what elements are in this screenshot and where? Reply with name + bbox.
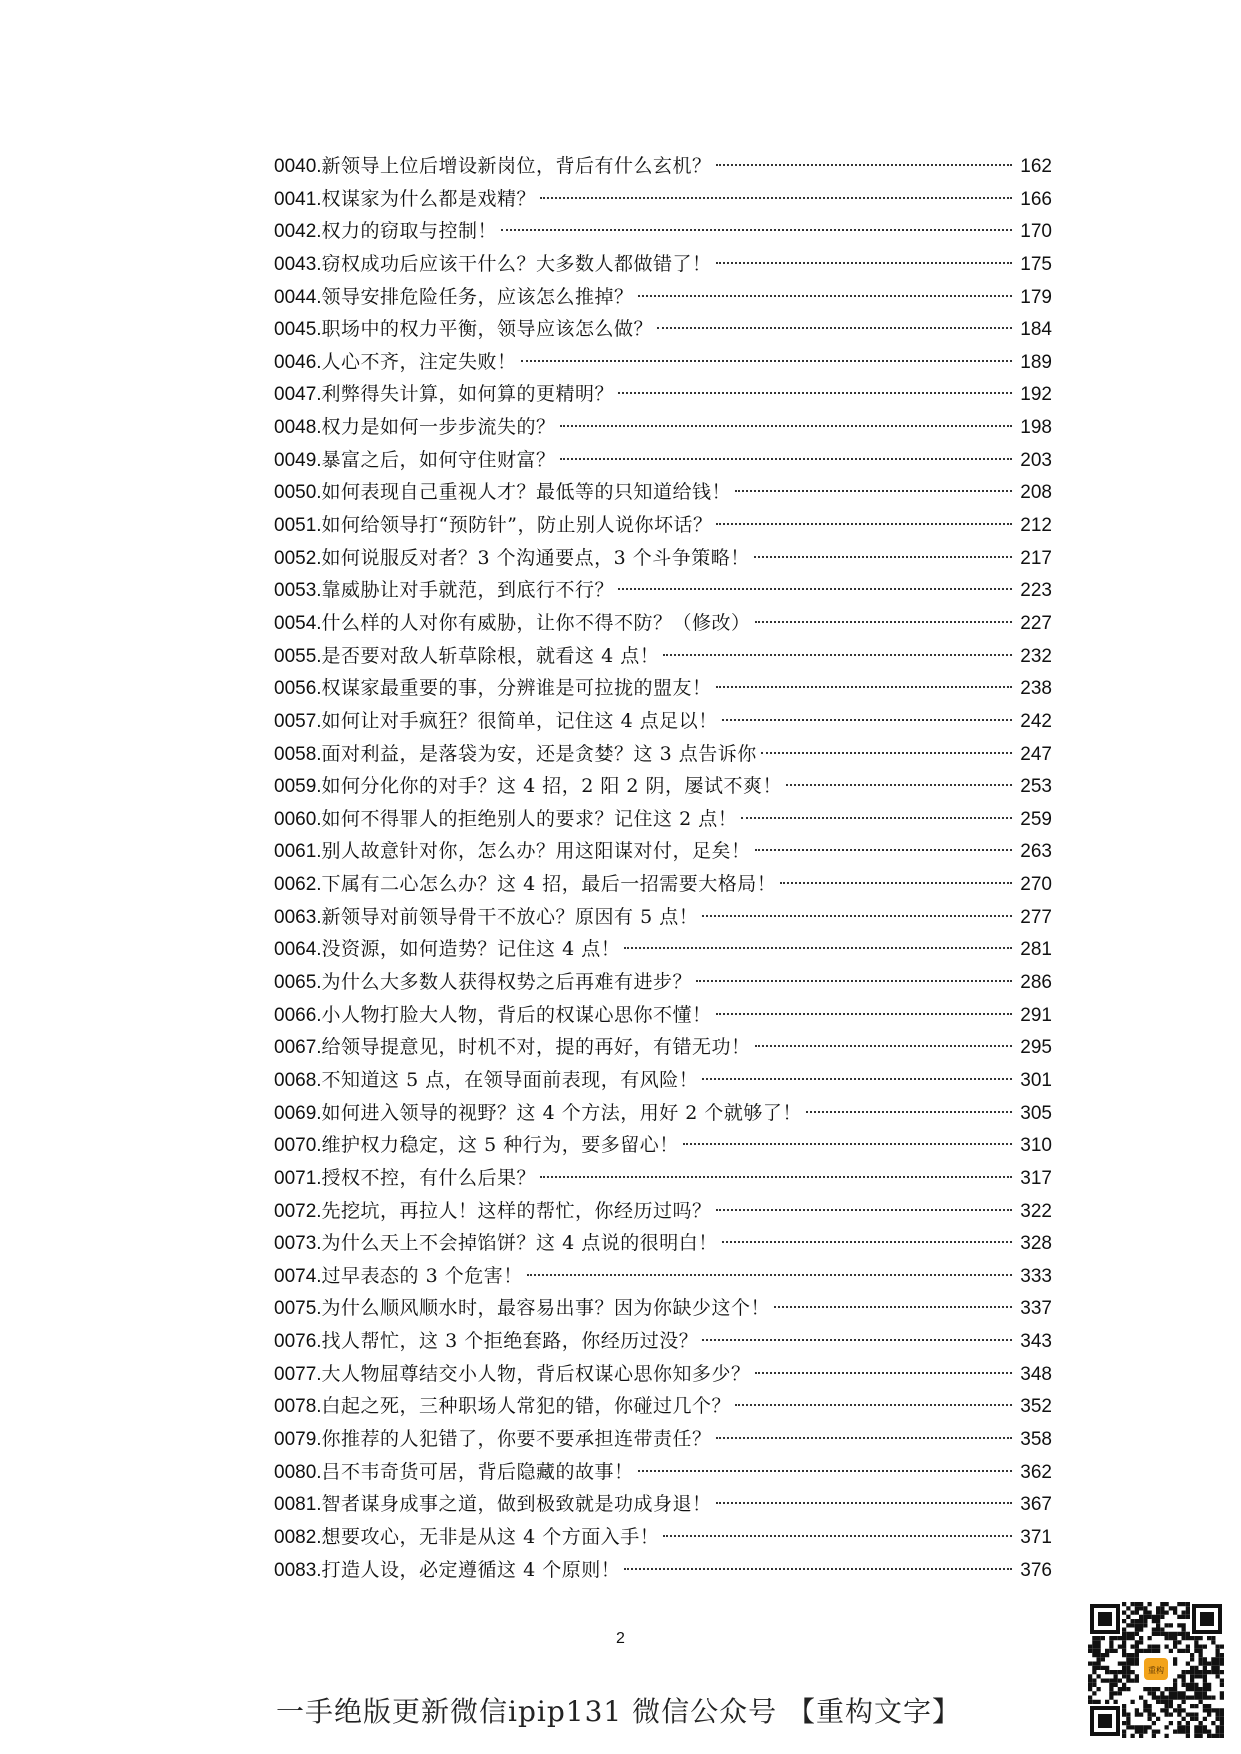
toc-leader-dots xyxy=(716,1502,1012,1504)
toc-entry-number: 0048. xyxy=(274,417,322,439)
toc-entry[interactable] xyxy=(274,1292,1052,1325)
toc-leader-dots xyxy=(741,817,1012,819)
toc-entry-page: 358 xyxy=(1020,1428,1052,1450)
toc-entry-title: 面对利益，是落袋为安，还是贪婪？这 3 点告诉你 xyxy=(321,742,757,765)
toc-entry-title: 大人物屈尊结交小人物，背后权谋心思你知多少？ xyxy=(321,1362,751,1385)
toc-entry[interactable] xyxy=(274,1456,1052,1489)
toc-leader-dots xyxy=(540,1176,1012,1178)
toc-entry-title: 给领导提意见，时机不对，提的再好，有错无功！ xyxy=(321,1036,751,1059)
toc-entry[interactable] xyxy=(274,444,1052,477)
toc-entry-number: 0047. xyxy=(274,384,322,406)
toc-entry-page: 277 xyxy=(1020,906,1052,928)
toc-entry-page: 291 xyxy=(1020,1004,1052,1026)
toc-entry-number: 0040. xyxy=(274,156,322,177)
toc-entry-title: 如何给领导打“预防针”，防止别人说你坏话？ xyxy=(321,514,713,537)
toc-entry-title: 如何说服反对者？3 个沟通要点，3 个斗争策略！ xyxy=(321,546,750,569)
toc-leader-dots xyxy=(618,392,1012,394)
toc-leader-dots xyxy=(735,1404,1012,1406)
toc-entry-title: 别人故意针对你，怎么办？用这阳谋对付，足矣！ xyxy=(321,840,751,863)
toc-entry-page: 166 xyxy=(1020,188,1052,210)
toc-entry-page: 310 xyxy=(1020,1135,1052,1157)
page-number: 2 xyxy=(616,1630,625,1647)
toc-leader-dots xyxy=(754,556,1012,558)
toc-leader-dots xyxy=(527,1274,1012,1276)
toc-entry[interactable] xyxy=(274,835,1052,868)
toc-leader-dots xyxy=(521,360,1012,362)
toc-entry-number: 0078. xyxy=(274,1396,322,1418)
toc-entry-number: 0079. xyxy=(274,1428,322,1450)
toc-leader-dots xyxy=(624,1568,1012,1570)
toc-leader-dots xyxy=(806,1111,1012,1113)
toc-entry-page: 295 xyxy=(1020,1037,1052,1059)
toc-entry-page: 259 xyxy=(1020,808,1052,830)
toc-leader-dots xyxy=(560,458,1012,460)
toc-entry-title: 找人帮忙，这 3 个拒绝套路，你经历过没？ xyxy=(321,1330,699,1353)
toc-entry-title: 为什么天上不会掉馅饼？这 4 点说的很明白！ xyxy=(321,1232,718,1255)
toc-entry[interactable] xyxy=(274,803,1052,836)
toc-entry-title: 你推荐的人犯错了，你要不要承担连带责任？ xyxy=(321,1427,712,1450)
toc-entry-title: 想要攻心，无非是从这 4 个方面入手！ xyxy=(321,1525,660,1548)
toc-entry-page: 238 xyxy=(1020,678,1052,700)
toc-leader-dots xyxy=(716,164,1012,166)
toc-entry[interactable] xyxy=(274,738,1052,771)
toc-entry-number: 0082. xyxy=(274,1526,322,1548)
toc-entry-number: 0054. xyxy=(274,612,322,634)
toc-entry-title: 人心不齐，注定失败！ xyxy=(321,350,517,373)
toc-entry[interactable] xyxy=(274,1162,1052,1195)
toc-entry-page: 223 xyxy=(1020,580,1052,602)
toc-entry-page: 281 xyxy=(1020,939,1052,961)
toc-entry[interactable] xyxy=(274,313,1052,346)
toc-entry-number: 0080. xyxy=(274,1461,322,1483)
toc-entry-title: 是否要对敌人斩草除根，就看这 4 点！ xyxy=(321,644,660,667)
toc-entry-page: 175 xyxy=(1020,253,1052,275)
toc-entry-number: 0063. xyxy=(274,906,322,928)
toc-entry[interactable] xyxy=(274,1325,1052,1358)
toc-entry-number: 0061. xyxy=(274,841,322,863)
toc-leader-dots xyxy=(501,229,1012,231)
toc-entry-number: 0043. xyxy=(274,253,322,275)
toc-entry-page: 198 xyxy=(1020,417,1052,439)
toc-entry[interactable] xyxy=(274,1390,1052,1423)
qr-badge-text: 重构 xyxy=(1148,1666,1164,1675)
toc-entry-title: 暴富之后，如何守住财富？ xyxy=(321,448,556,471)
toc-entry-page: 328 xyxy=(1020,1233,1052,1255)
toc-entry-title: 利弊得失计算，如何算的更精明？ xyxy=(321,383,615,406)
toc-leader-dots xyxy=(702,915,1012,917)
toc-entry-title: 智者谋身成事之道，做到极致就是功成身退！ xyxy=(321,1493,712,1516)
toc-entry-title: 吕不韦奇货可居，背后隐藏的故事！ xyxy=(321,1460,634,1483)
toc-entry-number: 0074. xyxy=(274,1265,322,1287)
toc-leader-dots xyxy=(716,1437,1012,1439)
toc-entry-title: 权谋家为什么都是戏精？ xyxy=(321,187,537,210)
toc-entry-page: 348 xyxy=(1020,1363,1052,1385)
toc-entry[interactable] xyxy=(274,281,1052,314)
toc-entry-number: 0053. xyxy=(274,580,322,602)
toc-entry[interactable] xyxy=(274,1064,1052,1097)
toc-entry[interactable] xyxy=(274,933,1052,966)
toc-entry-number: 0076. xyxy=(274,1331,322,1353)
toc-entry-title: 如何进入领导的视野？这 4 个方法，用好 2 个就够了！ xyxy=(321,1101,802,1124)
toc-entry-number: 0057. xyxy=(274,710,322,732)
toc-leader-dots xyxy=(716,262,1012,264)
toc-leader-dots xyxy=(716,523,1012,525)
toc-entry-page: 162 xyxy=(1020,156,1052,177)
toc-leader-dots xyxy=(774,1306,1012,1308)
toc-leader-dots xyxy=(663,1535,1012,1537)
toc-entry-number: 0065. xyxy=(274,972,322,994)
toc-entry[interactable] xyxy=(274,476,1052,509)
toc-entry[interactable] xyxy=(274,1195,1052,1228)
toc-entry-page: 189 xyxy=(1020,351,1052,373)
toc-entry-title: 权力的窃取与控制！ xyxy=(321,220,498,243)
toc-entry-number: 0081. xyxy=(274,1494,322,1516)
footer-watermark-text: 一手绝版更新微信ipip131 微信公众号 【重构文字】 xyxy=(276,1695,962,1728)
toc-entry-page: 352 xyxy=(1020,1396,1052,1418)
toc-entry-number: 0077. xyxy=(274,1363,322,1385)
toc-entry-title: 权力是如何一步步流失的？ xyxy=(321,416,556,439)
toc-leader-dots xyxy=(716,686,1012,688)
toc-leader-dots xyxy=(702,1078,1012,1080)
toc-leader-dots xyxy=(638,295,1012,297)
toc-leader-dots xyxy=(540,197,1012,199)
toc-entry-number: 0072. xyxy=(274,1200,322,1222)
toc-entry-page: 362 xyxy=(1020,1461,1052,1483)
toc-entry-page: 242 xyxy=(1020,710,1052,732)
toc-entry-title: 什么样的人对你有威胁，让你不得不防？（修改） xyxy=(321,611,751,634)
toc-leader-dots xyxy=(780,882,1012,884)
toc-entry[interactable] xyxy=(274,1031,1052,1064)
toc-entry-title: 职场中的权力平衡，领导应该怎么做？ xyxy=(321,318,654,341)
toc-entry-page: 343 xyxy=(1020,1331,1052,1353)
toc-entry[interactable] xyxy=(274,509,1052,542)
toc-leader-dots xyxy=(638,1470,1012,1472)
toc-entry-number: 0062. xyxy=(274,874,322,896)
toc-entry-number: 0060. xyxy=(274,808,322,830)
toc-entry-number: 0041. xyxy=(274,188,322,210)
toc-entry-number: 0044. xyxy=(274,286,322,308)
toc-entry-number: 0058. xyxy=(274,743,322,765)
toc-entry-page: 217 xyxy=(1020,547,1052,569)
toc-entry-title: 维护权力稳定，这 5 种行为，要多留心！ xyxy=(321,1134,679,1157)
toc-leader-dots xyxy=(722,1241,1012,1243)
toc-entry-number: 0042. xyxy=(274,221,322,243)
toc-entry-page: 212 xyxy=(1020,515,1052,537)
toc-entry-title: 过早表态的 3 个危害！ xyxy=(321,1264,523,1287)
toc-entry-number: 0083. xyxy=(274,1559,322,1581)
toc-entry-number: 0066. xyxy=(274,1004,322,1026)
toc-entry-page: 192 xyxy=(1020,384,1052,406)
toc-entry-title: 下属有二心怎么办？这 4 招，最后一招需要大格局！ xyxy=(321,873,777,896)
toc-entry-number: 0075. xyxy=(274,1298,322,1320)
toc-leader-dots xyxy=(722,719,1012,721)
toc-entry-title: 不知道这 5 点，在领导面前表现，有风险！ xyxy=(321,1068,699,1091)
toc-entry-title: 窃权成功后应该干什么？大多数人都做错了！ xyxy=(321,252,712,275)
toc-entry-title: 如何让对手疯狂？很简单，记住这 4 点足以！ xyxy=(321,709,718,732)
toc-entry-number: 0046. xyxy=(274,351,322,373)
toc-entry-page: 184 xyxy=(1020,319,1052,341)
toc-entry-page: 337 xyxy=(1020,1298,1052,1320)
toc-entry-page: 227 xyxy=(1020,612,1052,634)
toc-entry[interactable] xyxy=(274,705,1052,738)
toc-entry-number: 0071. xyxy=(274,1167,322,1189)
toc-entry[interactable] xyxy=(274,901,1052,934)
toc-entry-number: 0056. xyxy=(274,678,322,700)
toc-entry[interactable] xyxy=(274,574,1052,607)
toc-entry-number: 0051. xyxy=(274,515,322,537)
toc-entry[interactable] xyxy=(274,999,1052,1032)
toc-entry-page: 301 xyxy=(1020,1069,1052,1091)
toc-leader-dots xyxy=(657,327,1012,329)
toc-entry-page: 317 xyxy=(1020,1167,1052,1189)
toc-entry-number: 0067. xyxy=(274,1037,322,1059)
toc-entry-title: 打造人设，必定遵循这 4 个原则！ xyxy=(321,1558,621,1581)
toc-entry[interactable] xyxy=(274,1521,1052,1554)
toc-entry-number: 0052. xyxy=(274,547,322,569)
toc-entry-page: 203 xyxy=(1020,449,1052,471)
toc-entry-number: 0045. xyxy=(274,319,322,341)
toc-entry-page: 371 xyxy=(1020,1526,1052,1548)
toc-entry[interactable] xyxy=(274,1260,1052,1293)
toc-entry-page: 247 xyxy=(1020,743,1052,765)
toc-entry-page: 286 xyxy=(1020,972,1052,994)
toc-entry[interactable] xyxy=(274,378,1052,411)
qr-logo-badge xyxy=(1142,1656,1170,1682)
toc-leader-dots xyxy=(696,980,1012,982)
toc-entry-title: 如何不得罪人的拒绝别人的要求？记住这 2 点！ xyxy=(321,807,738,830)
toc-entry-page: 232 xyxy=(1020,645,1052,667)
toc-entry-title: 小人物打脸大人物，背后的权谋心思你不懂！ xyxy=(321,1003,712,1026)
toc-entry-number: 0068. xyxy=(274,1069,322,1091)
toc-entry[interactable] xyxy=(274,1423,1052,1456)
toc-entry[interactable] xyxy=(274,640,1052,673)
toc-entry-title: 没资源，如何造势？记住这 4 点！ xyxy=(321,938,621,961)
toc-entry-page: 179 xyxy=(1020,286,1052,308)
toc-leader-dots xyxy=(716,1209,1012,1211)
toc-entry[interactable] xyxy=(274,150,1052,183)
toc-entry-page: 305 xyxy=(1020,1102,1052,1124)
toc-entry-title: 为什么顺风顺水时，最容易出事？因为你缺少这个！ xyxy=(321,1297,771,1320)
toc-entry-number: 0073. xyxy=(274,1233,322,1255)
toc-entry-title: 如何分化你的对手？这 4 招，2 阳 2 阴，屡试不爽！ xyxy=(321,775,783,798)
toc-entry-title: 白起之死，三种职场人常犯的错，你碰过几个？ xyxy=(321,1395,732,1418)
toc-leader-dots xyxy=(624,947,1012,949)
toc-entry[interactable] xyxy=(274,1097,1052,1130)
toc-entry-page: 322 xyxy=(1020,1200,1052,1222)
toc-entry-title: 新领导上位后增设新岗位，背后有什么玄机？ xyxy=(321,155,712,177)
toc-leader-dots xyxy=(755,1372,1012,1374)
toc-entry-number: 0049. xyxy=(274,449,322,471)
toc-entry[interactable] xyxy=(274,183,1052,216)
toc-leader-dots xyxy=(735,490,1012,492)
toc-entry-title: 先挖坑，再拉人！这样的帮忙，你经历过吗？ xyxy=(321,1199,712,1222)
toc-entry-title: 领导安排危险任务，应该怎么推掉？ xyxy=(321,285,634,308)
toc-entry[interactable] xyxy=(274,770,1052,803)
toc-entry[interactable] xyxy=(274,868,1052,901)
toc-entry-number: 0055. xyxy=(274,645,322,667)
toc-leader-dots xyxy=(755,849,1012,851)
toc-entry[interactable] xyxy=(274,542,1052,575)
table-of-contents xyxy=(274,150,1052,1586)
toc-entry[interactable] xyxy=(274,1227,1052,1260)
toc-entry[interactable] xyxy=(274,1129,1052,1162)
toc-leader-dots xyxy=(618,588,1012,590)
toc-leader-dots xyxy=(683,1143,1012,1145)
toc-entry-number: 0050. xyxy=(274,482,322,504)
toc-entry-page: 170 xyxy=(1020,221,1052,243)
toc-leader-dots xyxy=(755,1045,1012,1047)
toc-entry-title: 如何表现自己重视人才？最低等的只知道给钱！ xyxy=(321,481,732,504)
toc-entry[interactable] xyxy=(274,966,1052,999)
toc-entry-page: 376 xyxy=(1020,1559,1052,1581)
toc-entry-number: 0070. xyxy=(274,1135,322,1157)
toc-entry-title: 新领导对前领导骨干不放心？原因有 5 点！ xyxy=(321,905,699,928)
toc-entry[interactable] xyxy=(274,248,1052,281)
toc-leader-dots xyxy=(716,1013,1012,1015)
toc-entry-number: 0069. xyxy=(274,1102,322,1124)
toc-entry[interactable] xyxy=(274,1488,1052,1521)
toc-entry-page: 367 xyxy=(1020,1494,1052,1516)
toc-entry[interactable] xyxy=(274,1358,1052,1391)
toc-entry[interactable] xyxy=(274,607,1052,640)
toc-leader-dots xyxy=(786,784,1012,786)
toc-entry-title: 靠威胁让对手就范，到底行不行？ xyxy=(321,579,615,602)
toc-entry-page: 208 xyxy=(1020,482,1052,504)
toc-entry-title: 为什么大多数人获得权势之后再难有进步？ xyxy=(321,971,693,994)
toc-leader-dots xyxy=(663,654,1012,656)
toc-entry-title: 权谋家最重要的事，分辨谁是可拉拢的盟友！ xyxy=(321,677,712,700)
toc-entry-number: 0059. xyxy=(274,776,322,798)
toc-entry[interactable] xyxy=(274,215,1052,248)
toc-leader-dots xyxy=(702,1339,1012,1341)
toc-entry-title: 授权不控，有什么后果？ xyxy=(321,1166,537,1189)
toc-entry-page: 333 xyxy=(1020,1265,1052,1287)
toc-entry-page: 270 xyxy=(1020,874,1052,896)
toc-leader-dots xyxy=(560,425,1012,427)
toc-entry[interactable] xyxy=(274,346,1052,379)
toc-entry[interactable] xyxy=(274,672,1052,705)
toc-leader-dots xyxy=(755,621,1012,623)
toc-entry[interactable] xyxy=(274,1554,1052,1587)
toc-entry-page: 253 xyxy=(1020,776,1052,798)
toc-entry-page: 263 xyxy=(1020,841,1052,863)
toc-entry-number: 0064. xyxy=(274,939,322,961)
toc-entry[interactable] xyxy=(274,411,1052,444)
qr-code xyxy=(1088,1602,1224,1738)
toc-leader-dots xyxy=(761,752,1012,754)
